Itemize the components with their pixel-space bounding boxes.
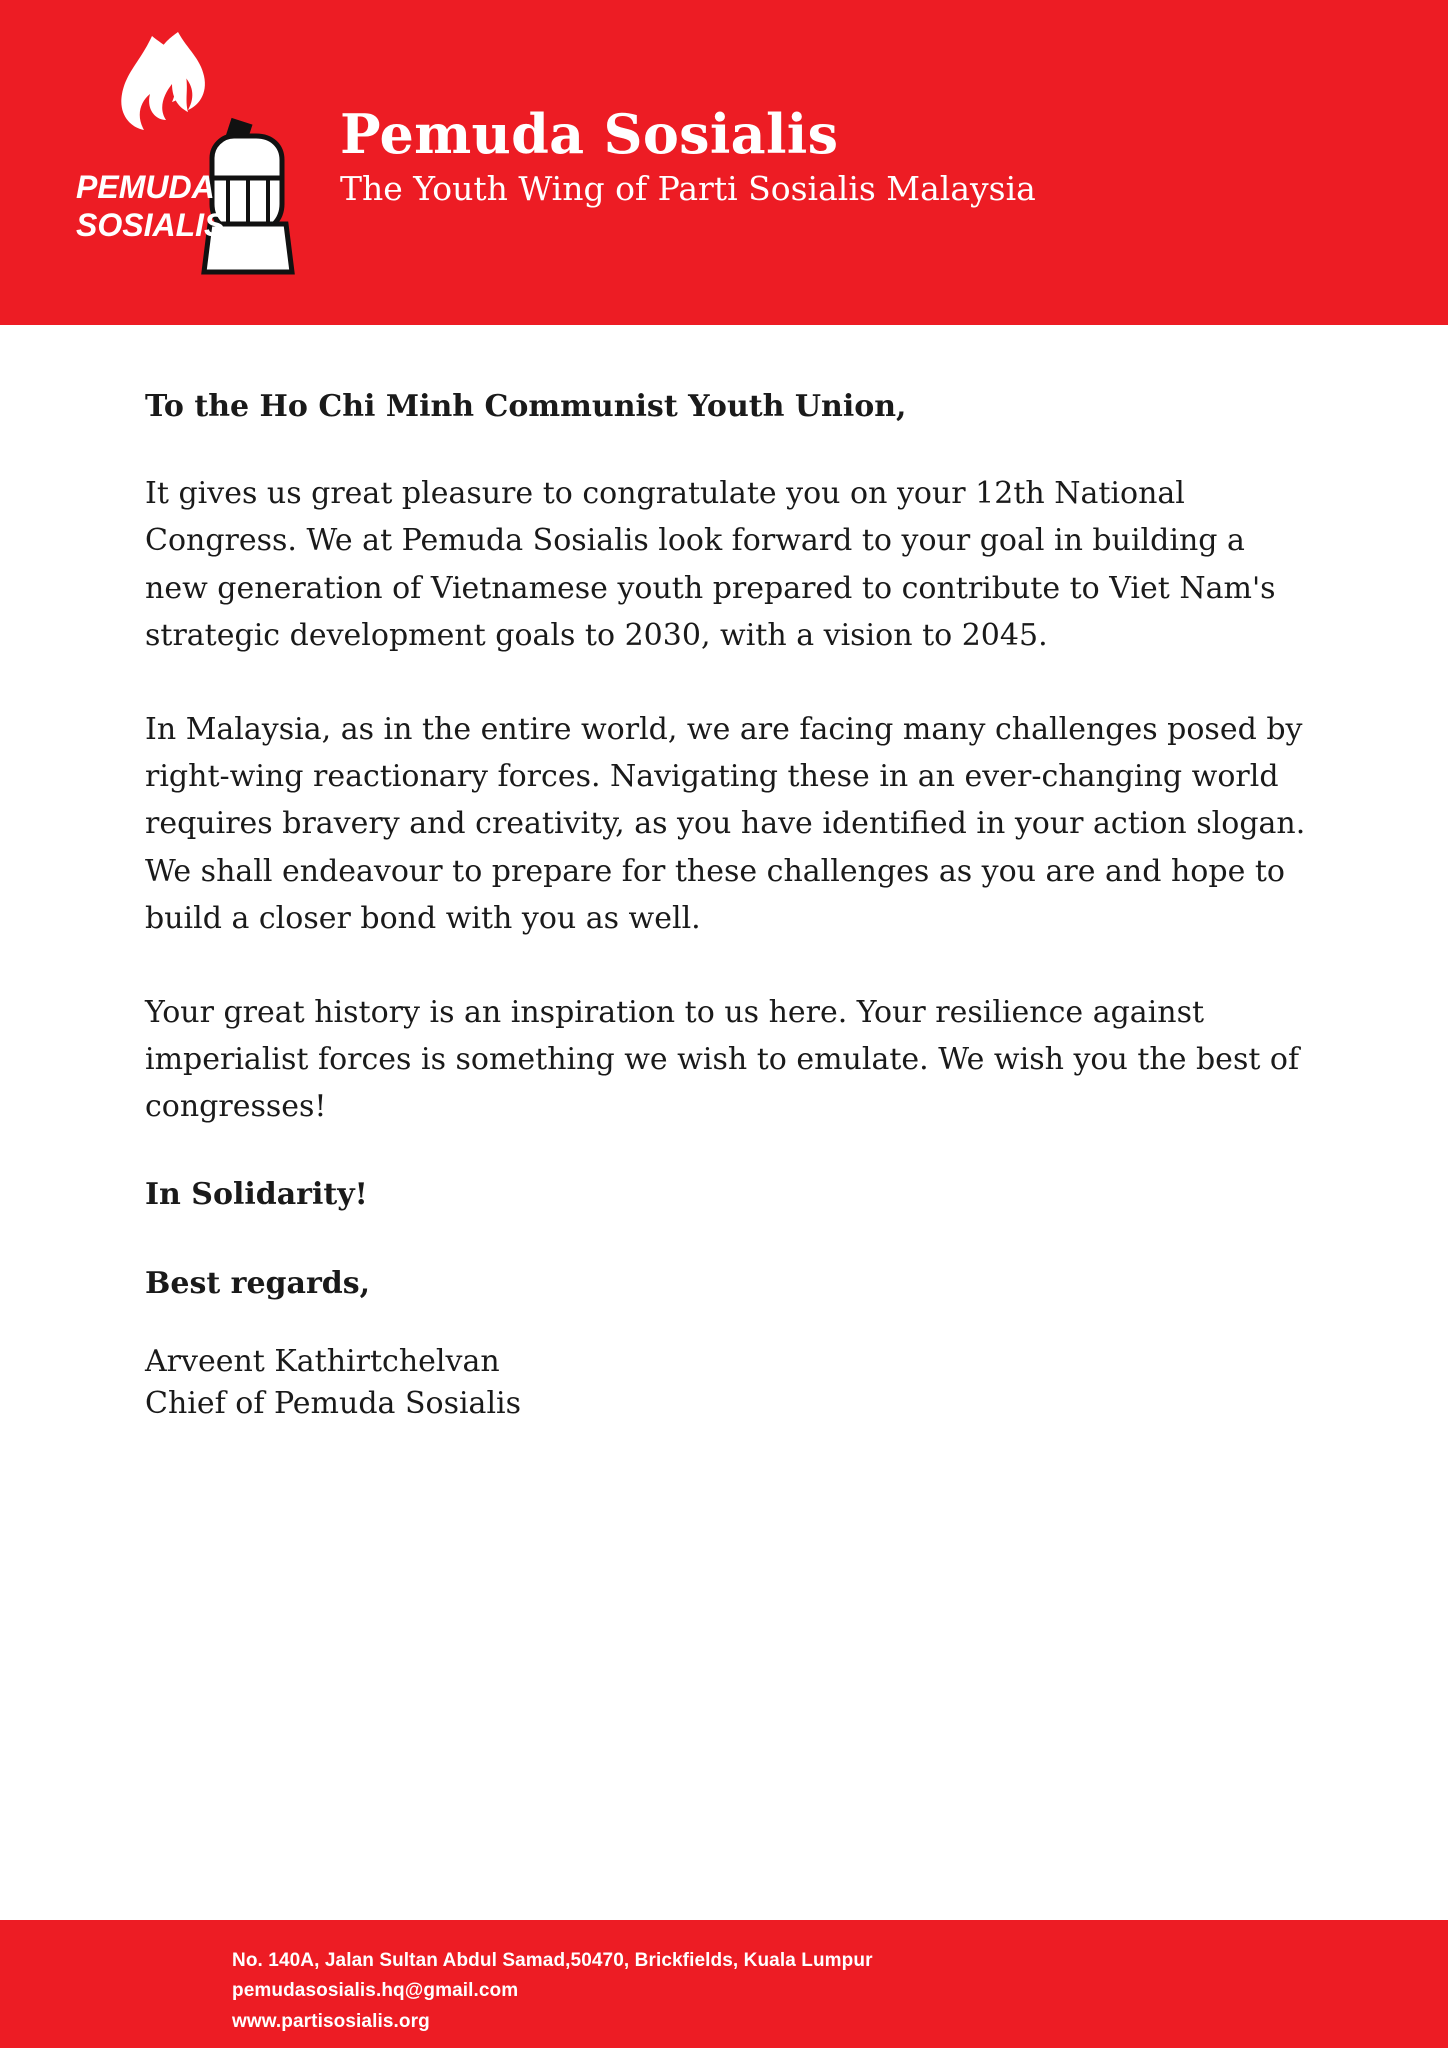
letterhead-footer: [0, 1920, 1448, 2048]
signer-title: Chief of Pemuda Sosialis: [145, 1386, 522, 1422]
header-title-block: [340, 104, 1036, 220]
letter-salutation: To the Ho Chi Minh Communist Youth Union,: [145, 389, 907, 424]
organization-name: Pemuda Sosialis: [340, 102, 839, 167]
footer-website[interactable]: www.partisosialis.org: [232, 2010, 430, 2032]
raised-fist-with-torch-icon: [60, 28, 300, 298]
letter-closing-solidarity: In Solidarity!: [145, 1176, 368, 1212]
letter-paragraph-3: Your great history is an inspiration to us here. Your resilience against imperialist forces is something we wish to emulate. We wish you the best of congresses!: [145, 994, 1300, 1125]
footer-address: No. 140A, Jalan Sultan Abdul Samad,50470, Brickfields, Kuala Lumpur: [232, 1950, 873, 1971]
signer-name: Arveent Kathirtchelvan: [145, 1343, 500, 1379]
logo-text-line2: SOSIALIS: [76, 206, 226, 243]
organization-tagline: The Youth Wing of Parti Sosialis Malaysia: [340, 168, 1036, 208]
organization-logo: [60, 23, 300, 303]
signature-block: [145, 1341, 1308, 1426]
letter-closing-regards: Best regards,: [145, 1265, 371, 1301]
letterhead-header: [0, 0, 1448, 325]
letter-paragraph-1: It gives us great pleasure to congratulate you on your 12th National Congress. We at Pemuda Sosialis look forward to your goal in building a new generation of Vietnamese youth prepared to contribute to Viet Nam's strategic development goals to 2030, with a vision to 2045.: [145, 476, 1276, 654]
logo-text-line1: PEMUDA: [76, 168, 215, 205]
letter-paragraph-2: In Malaysia, as in the entire world, we are facing many challenges posed by right-wing reactionary forces. Navigating these in an ever-changing world requires bravery and creativity, as you have identified in your action slogan. We shall endeavour to prepare for these challenges as you are and hope to build a closer bond with you as well.: [145, 711, 1306, 937]
footer-email[interactable]: pemudasosialis.hq@gmail.com: [232, 1980, 519, 2002]
letter-body: [0, 325, 1448, 1920]
